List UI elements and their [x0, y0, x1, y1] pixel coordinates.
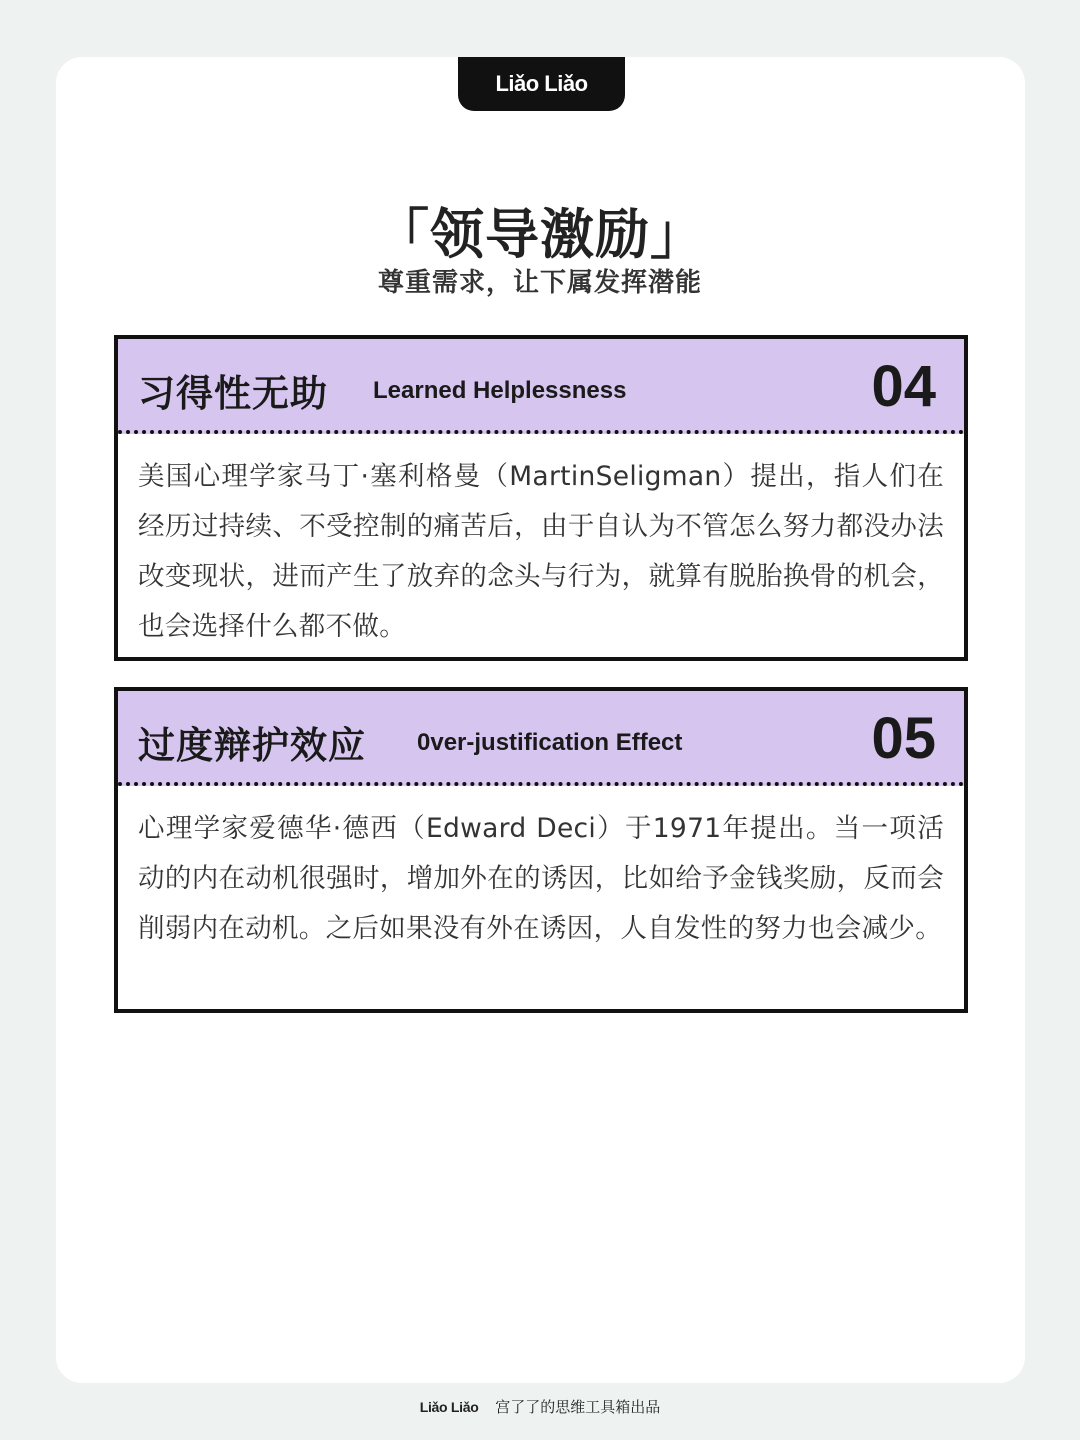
concept-number: 04: [871, 354, 936, 419]
concept-number: 05: [871, 706, 936, 771]
concept-description: 心理学家爱德华·德西（Edward Deci）于1971年提出。当一项活动的内在动机很强时，增加外在的诱因，比如给予金钱奖励，反而会削弱内在动机。之后如果没有外在诱因，人自发性的努力也会减少。: [138, 813, 944, 944]
brand-logo-text: Liǎo Liǎo: [495, 71, 588, 96]
page-title: 「领导激励」: [375, 203, 705, 266]
footer: [0, 1396, 1080, 1417]
concept-card-header: [118, 691, 964, 786]
concept-title-cn: 习得性无助: [138, 372, 328, 415]
concept-title-cn: 过度辩护效应: [138, 724, 366, 767]
concept-title-en: 0ver-justification Effect: [417, 729, 683, 756]
concept-card-header: [118, 339, 964, 434]
concept-card-05: [114, 687, 968, 1013]
page-subtitle: 尊重需求，让下属发挥潜能: [377, 268, 702, 298]
concept-card-04: [114, 335, 968, 661]
brand-logo: [458, 57, 625, 111]
concept-description: 美国心理学家马丁·塞利格曼（MartinSeligman）提出，指人们在经历过持续、不受控制的痛苦后，由于自认为不管怎么努力都没办法改变现状，进而产生了放弃的念头与行为，就算有脱胎换骨的机会，也会选择什么都不做。: [138, 461, 944, 642]
concept-title-en: Learned Helplessness: [373, 377, 627, 404]
footer-credit: 宫了了的思维工具箱出品: [495, 1398, 661, 1416]
footer-logo: Liǎo Liǎo: [419, 1399, 479, 1415]
